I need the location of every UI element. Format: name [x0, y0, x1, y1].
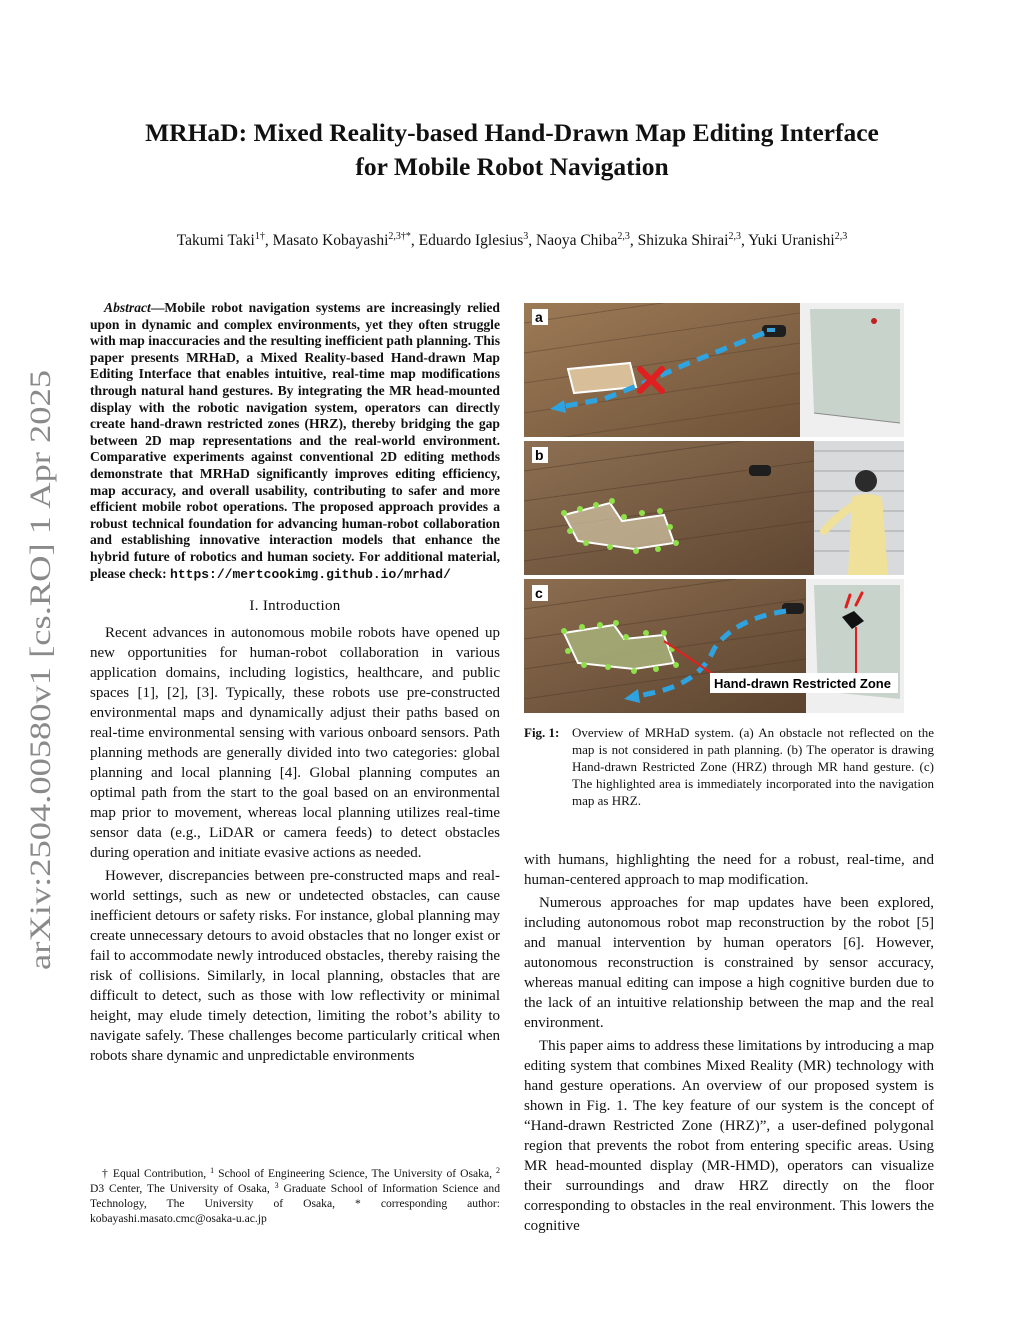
- panel-label: b: [535, 447, 544, 463]
- panel-label: a: [535, 309, 543, 325]
- author: Takumi Taki$^{1\dagger}$: [176, 231, 265, 249]
- left-column: [90, 300, 500, 1069]
- footnote: † Equal Contribution, $^1$ School of Engineering Science, The University of Osaka, $^2$ D3 Center, The University of Osaka, $^3$ Graduate School of Information Science and Technology, The University of Osaka, * corresponding author: kobayashi.masato.cmc@osaka-u.ac.jp: [90, 1166, 500, 1225]
- caption-label: Fig. 1:: [524, 725, 560, 740]
- abstract: [90, 300, 500, 583]
- author: Shizuka Shirai$^{2,3}$: [637, 231, 741, 249]
- abstract-label: Abstract: [104, 300, 151, 315]
- paragraph: Recent advances in autonomous mobile robots have opened up new opportunities for human-robot collaboration in various application domains, including logistics, healthcare, and public spaces [1], [2], [3]. Typically, these robots use pre-constructed environmental maps and dynamically adjust their paths based on real-time environmental sensing with various onboard sensors. Path planning methods are generally divided into two categories: global planning and local planning [4]. Global planning computes an optimal path from the start to the goal based on an environmental map prior to movement, whereas local planning utilizes real-time sensor data (e.g., LiDAR or camera feeds) to detect obstacles during operation and initiate evasive actions as needed.: [90, 625, 500, 862]
- paragraph: with humans, highlighting the need for a robust, real-time, and human-centered approach to map modification.: [524, 852, 934, 888]
- paragraph: Numerous approaches for map updates have been explored, including autonomous robot map reconstruction by the robot [5] and manual intervention by human operators [6]. However, autonomous reconstruction is constrained by sensor accuracy, whereas manual editing can impose a high cognitive burden due to the lack of an intuitive relationship between the map and the real environment.: [524, 895, 934, 1031]
- figure-panel-c: [524, 579, 904, 713]
- title-line-1: MRHaD: Mixed Reality-based Hand-Drawn Map Editing Interface: [145, 118, 879, 147]
- figure-panel-b: [524, 441, 904, 575]
- operator-head: [855, 470, 877, 492]
- title-line-2: for Mobile Robot Navigation: [355, 152, 669, 181]
- right-column: [524, 850, 934, 1239]
- author: Eduardo Iglesius$^3$: [418, 231, 529, 249]
- abstract-text: —Mobile robot navigation systems are increasingly relied upon in dynamic and complex environments, yet they often struggle with map inaccuracies and the resulting inefficient path planning. This paper presents MRHaD, a Mixed Reality-based Hand-drawn Map Editing Interface that enables intuitive, real-time map modifications through natural hand gestures. By integrating the MR head-mounted display with the robotic navigation system, operators can directly create hand-drawn restricted zones (HRZ), thereby bridging the gap between 2D map representations and the real-world environment. Comparative experiments against conventional 2D editing methods demonstrate that MRHaD significantly improves editing efficiency, map accuracy, and overall usability, contributing to safer and more efficient mobile robot operations. The proposed approach provides a robust technical foundation for advancing human-robot collaboration and establishing innovative interaction models that enhance the hybrid future of robotics and human society. For additional material, please check:: [90, 300, 500, 581]
- paragraph: However, discrepancies between pre-constructed maps and real-world settings, such as new or undetected obstacles, can cause inefficient detours or safety risks. For instance, global planning may create unnecessary detours to avoid obstacles that no longer exist or fail to accommodate newly introduced obstacles, thereby raising the risk of collisions. Similarly, in local planning, obstacles that are difficult to detect, such as those with low reflectivity or minimal height, may elude timely detection, limiting the robot’s ability to navigate safely. These challenges become particularly critical when robots share dynamic and unpredictable environments: [90, 868, 500, 1065]
- author: Yuki Uranishi$^{2,3}$: [748, 231, 848, 249]
- arxiv-id-text: arXiv:2504.00580v1 [cs.RO] 1 Apr 2025: [24, 476, 57, 970]
- author-list: Takumi Taki$^{1\dagger}$, Masato Kobayashi$^{2,3\dagger*}$, Eduardo Iglesius$^3$, Naoya Chiba$^{2,3}$, Shizuka Shirai$^{2,3}$, Yuki Uranishi$^{2,3}$: [176, 231, 848, 249]
- panel-label: c: [535, 585, 543, 601]
- figure-panel-a: [524, 303, 904, 437]
- author: Masato Kobayashi$^{2,3\dagger*}$: [272, 231, 411, 249]
- figure-1: [524, 303, 904, 717]
- paragraph: This paper aims to address these limitations by introducing a map editing system that combines Mixed Reality (MR) technology with hand gesture operations. An overview of our proposed system is shown in Fig. 1. The key feature of our system is the concept of “Hand-drawn Restricted Zone (HRZ)”, a user-defined polygonal region that prevents the robot from entering specific areas. Using MR head-mounted display (MR-HMD), operators can visualize their surroundings and draw HRZ directly on the floor corresponding to obstacles in the real environment. This lowers the cognitive: [524, 1038, 934, 1234]
- author: Naoya Chiba$^{2,3}$: [536, 231, 630, 249]
- caption-text: Overview of MRHaD system. (a) An obstacle not reflected on the map is not considered in path planning. (b) The operator is drawing Hand-drawn Restricted Zone (HRZ) through MR hand gesture. (c) The highlighted area is immediately incorporated into the navigation map as HRZ.: [572, 725, 934, 808]
- figure-caption: [524, 724, 934, 809]
- paper-title: [90, 116, 934, 184]
- section-heading-introduction: I. Introduction: [249, 598, 341, 615]
- arxiv-identifier: [4, 360, 64, 980]
- robot: [749, 465, 771, 476]
- hrz-label: Hand-drawn Restricted Zone: [714, 676, 891, 691]
- project-url-link[interactable]: https://mertcookimg.github.io/mrhad/: [170, 566, 451, 582]
